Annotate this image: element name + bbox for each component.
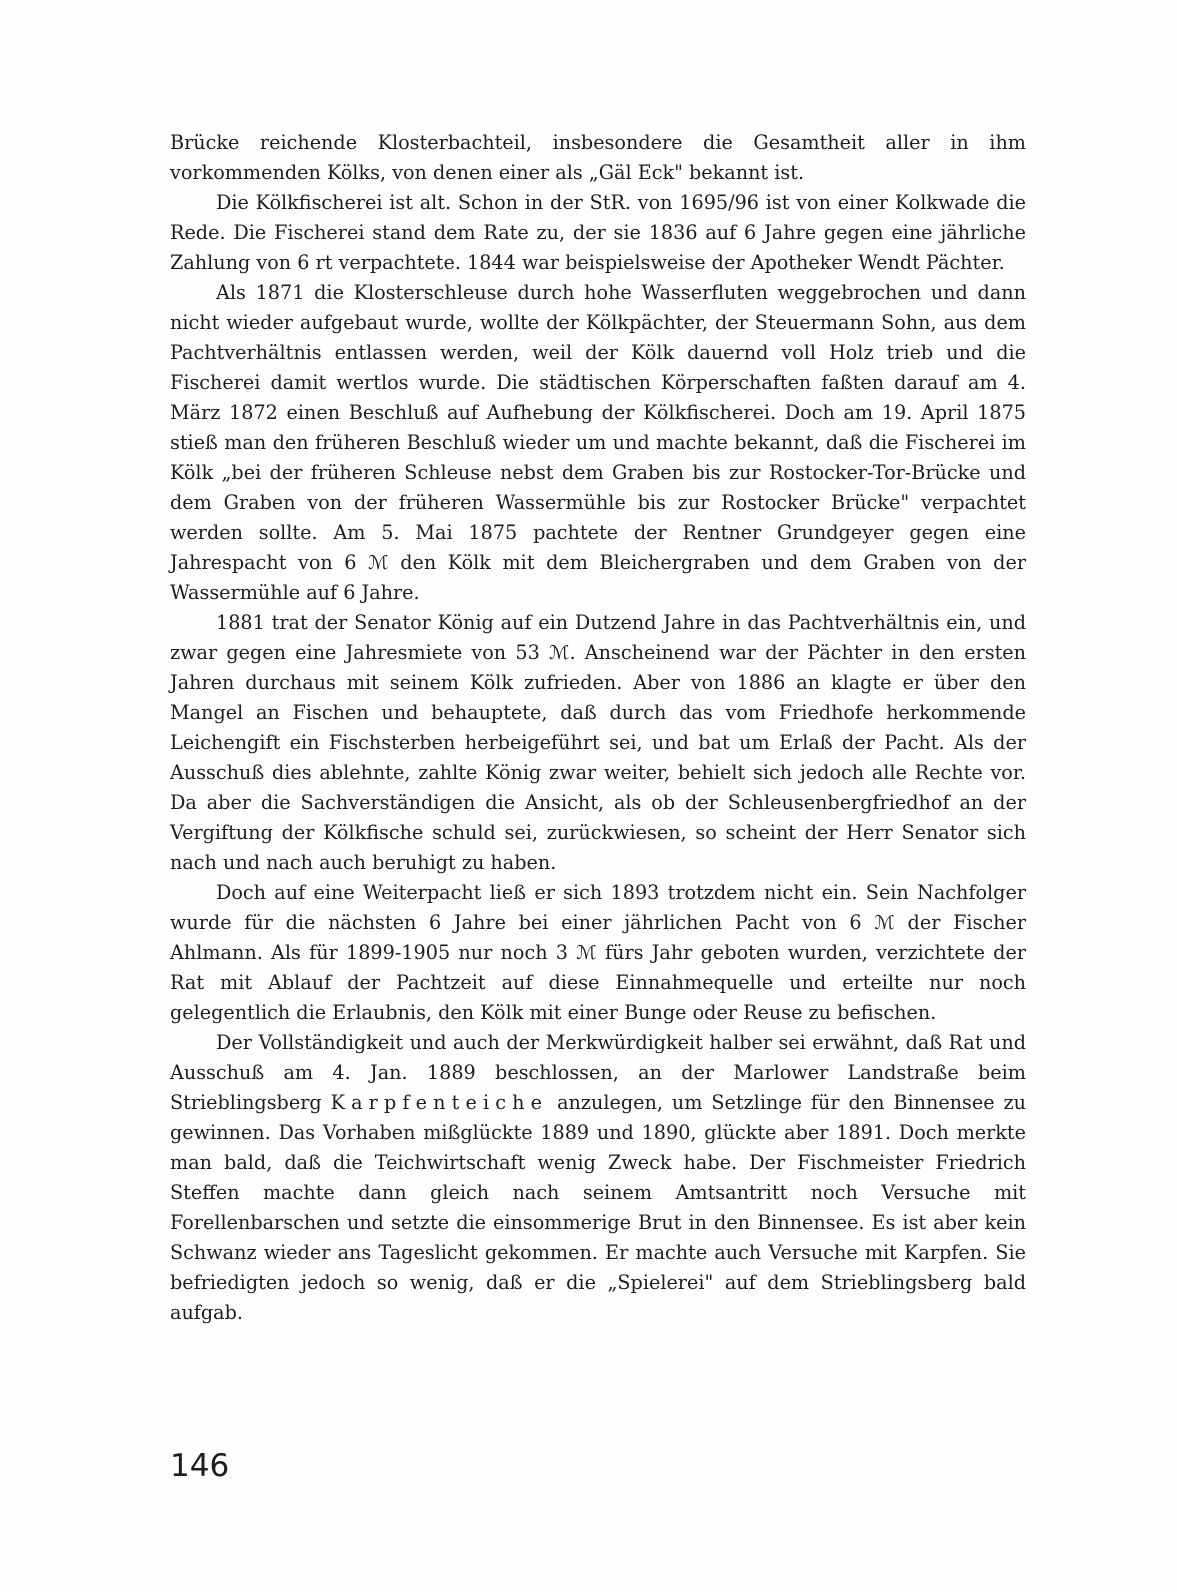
- paragraph-text-after: anzulegen, um Setzlinge für den Binnensee zu gewinnen. Das Vorhaben mißglückte 1889 und 1890, glückte aber 1891. Doch merkte man bald, daß die Teichwirtschaft wenig Zweck habe. Der Fischmeister Friedrich Steffen machte dann gleich nach seinem Amtsantritt noch Versuche mit Forellenbarschen und setzte die einsommerige Brut in den Binnensee. Es ist aber kein Schwanz wieder ans Tageslicht gekommen. Er machte auch Versuche mit Karpfen. Sie befriedigten jedoch so wenig, daß er die „Spielerei" auf dem Strieblingsberg bald aufgab.: [170, 1091, 1026, 1324]
- paragraph: Doch auf eine Weiterpacht ließ er sich 1893 trotzdem nicht ein. Sein Nachfolger wurde für die nächsten 6 Jahre bei einer jährlichen Pacht von 6 ℳ der Fischer Ahlmann. Als für 1899-1905 nur noch 3 ℳ fürs Jahr geboten wurden, verzichtete der Rat mit Ablauf der Pachtzeit auf diese Einnahmequelle und erteilte nur noch gelegentlich die Erlaubnis, den Kölk mit einer Bunge oder Reuse zu befischen.: [170, 881, 1026, 1024]
- paragraph-text-before: Der Vollständigkeit und auch der Merkwürdigkeit halber sei erwähnt, daß Rat und Ausschuß am 4. Jan. 1889 beschlossen, an der Marlower Landstraße beim Strieblingsberg: [170, 1031, 1026, 1114]
- paragraph: Die Kölkfischerei ist alt. Schon in der StR. von 1695/96 ist von einer Kolkwade die Rede. Die Fischerei stand dem Rate zu, der sie 1836 auf 6 Jahre gegen eine jährliche Zahlung von 6 rt verpachtete. 1844 war beispielsweise der Apotheker Wendt Pächter.: [170, 191, 1026, 274]
- paragraph: [170, 1028, 1026, 1328]
- body-text: [170, 128, 1026, 1328]
- paragraph: Brücke reichende Klosterbachteil, insbesondere die Gesamtheit aller in ihm vorkommenden Kölks, von denen einer als „Gäl Eck" bekannt ist.: [170, 131, 1026, 184]
- paragraph: 1881 trat der Senator König auf ein Dutzend Jahre in das Pachtverhältnis ein, und zwar gegen eine Jahresmiete von 53 ℳ. Anscheinend war der Pächter in den ersten Jahren durchaus mit seinem Kölk zufrieden. Aber von 1886 an klagte er über den Mangel an Fischen und behauptete, daß durch das vom Friedhofe herkommende Leichengift ein Fischsterben herbeigeführt sei, und bat um Erlaß der Pacht. Als der Ausschuß dies ablehnte, zahlte König zwar weiter, behielt sich jedoch alle Rechte vor. Da aber die Sachverständigen die Ansicht, als ob der Schleusenbergfriedhof an der Vergiftung der Kölkfische schuld sei, zurückwiesen, so scheint der Herr Senator sich nach und nach auch beruhigt zu haben.: [170, 611, 1026, 874]
- paragraph: Als 1871 die Klosterschleuse durch hohe Wasserfluten weggebrochen und dann nicht wieder aufgebaut wurde, wollte der Kölkpächter, der Steuermann Sohn, aus dem Pachtverhältnis entlassen werden, weil der Kölk dauernd voll Holz trieb und die Fischerei damit wertlos wurde. Die städtischen Körperschaften faßten darauf am 4. März 1872 einen Beschluß auf Aufhebung der Kölkfischerei. Doch am 19. April 1875 stieß man den früheren Beschluß wieder um und machte bekannt, daß die Fischerei im Kölk „bei der früheren Schleuse nebst dem Graben bis zur Rostocker-Tor-Brücke und dem Graben von der früheren Wassermühle bis zur Rostocker Brücke" verpachtet werden sollte. Am 5. Mai 1875 pachtete der Rentner Grundgeyer gegen eine Jahrespacht von 6 ℳ den Kölk mit dem Bleichergraben und dem Graben von der Wassermühle auf 6 Jahre.: [170, 281, 1026, 604]
- page-number: 146: [170, 1448, 230, 1484]
- spaced-emphasis-word: Karpfenteiche: [330, 1091, 549, 1114]
